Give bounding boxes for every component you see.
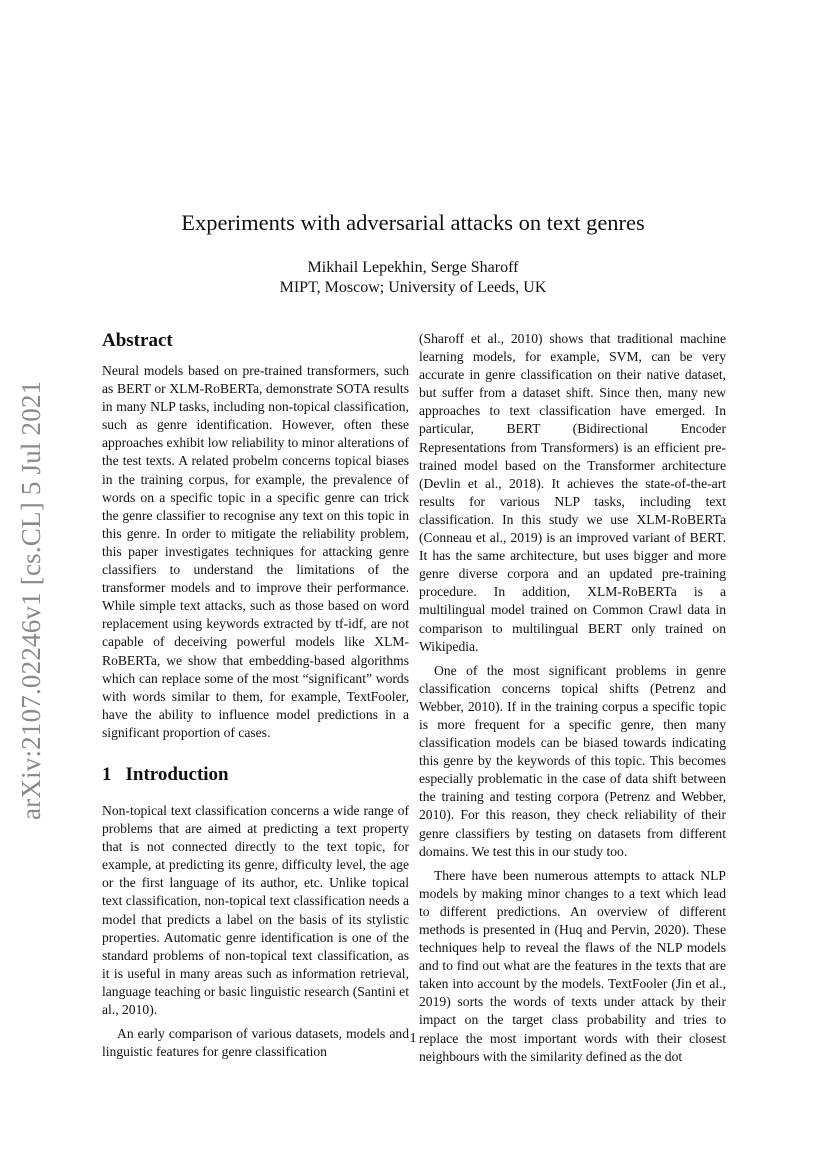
paper-title: Experiments with adversarial attacks on text genres	[181, 210, 645, 235]
section-number: 1	[102, 763, 112, 785]
intro-paragraph-3: One of the most significant problems in genre classification concerns topical shifts (Petrenz and Webber, 2010). If in the training corpus a specific topic is more frequent for a specific genre, then many classification models can be biased towards indicating this genre by the keywords of this topic. This becomes especially problematic in the case of data shift between the training and testing corpora (Petrenz and Webber, 2010). For this reason, they check reliability of their genre classifiers by testing on datasets from different domains. We test this in our study too.	[419, 662, 726, 859]
abstract-text: Neural models based on pre-trained transformers, such as BERT or XLM-RoBERTa, demonstrate SOTA results in many NLP tasks, including non-topical classification, such as genre identification. However, often these approaches exhibit low reliability to minor alterations of the test texts. A related probelm concerns topical biases in the training corpus, for example, the prevalence of words on a specific topic in a specific genre can trick the genre classifier to recognise any text on this topic in this genre. In order to mitigate the reliability problem, this paper investigates techniques for attacking genre classifiers to understand the limitations of the transformer models and to improve their performance. While simple text attacks, such as those based on word replacement using keywords extracted by tf-idf, are not capable of deceiving powerful models like XLM-RoBERTa, we show that embedding-based algorithms which can replace some of the most “significant” words with words similar to them, for example, TextFooler, have the ability to influence model predictions in a significant proportion of cases.	[102, 363, 409, 740]
arxiv-identifier: arXiv:2107.02246v1 [cs.CL] 5 Jul 2021	[16, 380, 46, 820]
author-block	[0, 258, 826, 298]
intro-paragraph-2-continued: (Sharoff et al., 2010) shows that traditional machine learning models, for example, SVM, can be very accurate in genre classification on their native dataset, but suffer from a dataset shift. Since then, many new approaches to text classification have emerged. In particular, BERT (Bidirectional Encoder Representations from Transformers) is an efficient pre-trained model based on the Transformer architecture (Devlin et al., 2018). It achieves the state-of-the-art results for various NLP tasks, including text classification. In this study we use XLM-RoBERTa (Conneau et al., 2019) is an improved variant of BERT. It has the same architecture, but uses bigger and more genre diverse corpora and an updated pre-training procedure. In addition, XLM-RoBERTa is a multilingual model trained on Common Crawl data in comparison to multilingual BERT only trained on Wikipedia.	[419, 331, 726, 654]
author-affiliations: MIPT, Moscow; University of Leeds, UK	[279, 279, 547, 296]
author-names: Mikhail Lepekhin, Serge Sharoff	[307, 259, 519, 276]
abstract-heading: Abstract	[102, 330, 173, 351]
intro-paragraph-2-start: An early comparison of various datasets, models and linguistic features for genre classification	[102, 1026, 409, 1060]
left-column	[102, 330, 409, 1067]
page-number: 1	[409, 1030, 417, 1045]
section-title: Introduction	[125, 763, 229, 785]
intro-paragraph-1: Non-topical text classification concerns a wide range of problems that are aimed at predicting a text property that is not connected directly to the text topic, for example, at predicting its genre, difficulty level, the age or the first language of its author, etc. Unlike topical text classification, non-topical text classification needs a model that predicts a label on the basis of its stylistic properties. Automatic genre identification is one of the standard problems of non-topical text classification, as it is useful in many areas such as information retrieval, language teaching or basic linguistic research (Santini et al., 2010).	[102, 802, 409, 1017]
intro-paragraph-4: There have been numerous attempts to attack NLP models by making minor changes to a text which lead to different predictions. An overview of different methods is presented in (Huq and Pervin, 2020). These techniques help to reveal the flaws of the NLP models and to find out what are the features in the texts that are taken into account by the models. TextFooler (Jin et al., 2019) sorts the words of texts under attack by their impact on the target class probability and tries to replace the most important words with their closest neighbours with the similarity defined as the dot	[419, 867, 726, 1064]
section-heading-introduction	[102, 764, 409, 786]
right-column	[419, 330, 726, 1072]
